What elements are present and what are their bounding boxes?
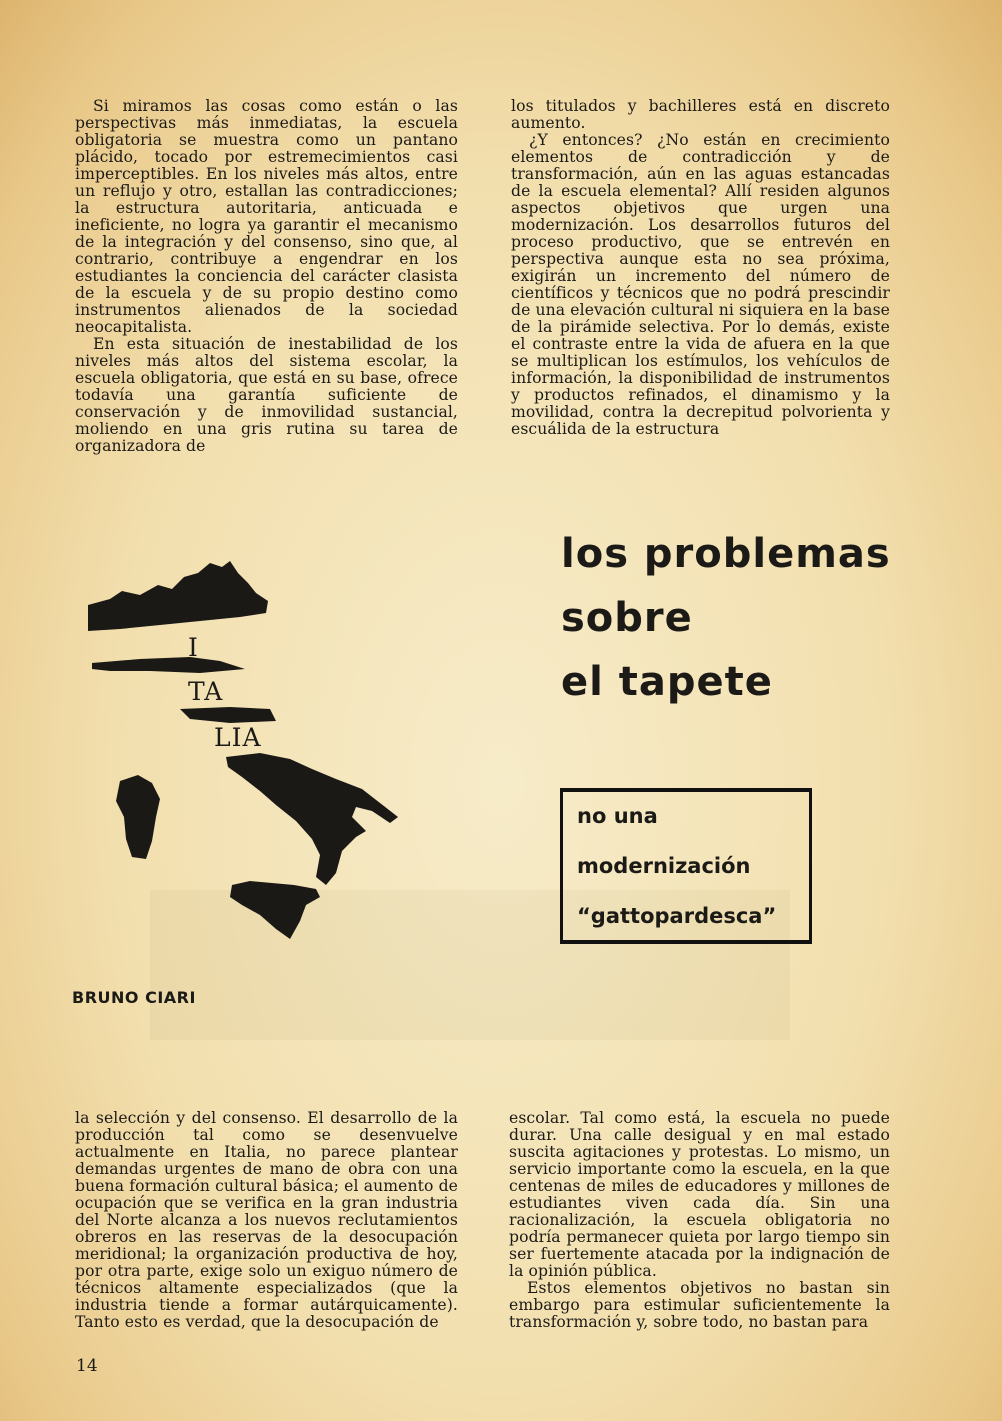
heading-line: el tapete	[561, 659, 773, 705]
map-word-lia: LIA	[214, 723, 262, 752]
paragraph: los titulados y bachilleres está en discreto aumento.	[511, 97, 890, 132]
heading-line: sobre	[561, 595, 693, 641]
author-name: BRUNO CIARI	[72, 988, 196, 1007]
column-top-left	[75, 98, 458, 455]
subtitle-line: no una	[577, 804, 658, 828]
column-bottom-right	[509, 1110, 890, 1331]
column-bottom-left	[75, 1110, 458, 1331]
article-heading	[561, 522, 891, 714]
subtitle-box	[560, 788, 812, 944]
page-number: 14	[76, 1356, 98, 1376]
paragraph: la selección y del consenso. El desarrollo de la producción tal como se desenvuelve actualmente en Italia, no parece plantear demandas urgentes de mano de obra con una buena formación cultural básica; el aumento de ocupación que se verifica en la gran industria del Norte alcanza a los nuevos reclutamientos obreros en las reservas de la desocupación meridional; la organización productiva de hoy, por otra parte, exige solo un exiguo número de técnicos altamente especializados (que la industria tiende a formar autárquicamente). Tanto esto es verdad, que la desocupación de	[75, 1109, 458, 1331]
paragraph: Estos elementos objetivos no bastan sin embargo para estimular suficientemente la transformación y, sobre todo, no bastan para	[509, 1279, 890, 1331]
column-top-right	[511, 98, 890, 438]
map-word-i: I	[188, 633, 199, 662]
map-word-ta: TA	[188, 677, 224, 706]
paragraph: ¿Y entonces? ¿No están en crecimiento elementos de contradicción y de transformación, aún en las aguas estancadas de la escuela elemental? Allí residen algunos aspectos objetivos que urgen una modernización. Los desarrollos futuros del proceso productivo, que se entrevén en perspectiva aunque esta no sea próxima, exigirán un incremento del número de científicos y técnicos que no podrá prescindir de una elevación cultural ni siquiera en la base de la pirámide selectiva. Por lo demás, existe el contraste entre la vida de afuera en la que se multiplican los estímulos, los vehículos de información, la disponibilidad de instrumentos y productos refinados, el dinamismo y la movilidad, contra la decrepitud polvorienta y escuálida de la estructura	[511, 131, 890, 438]
subtitle-line: “gattopardesca”	[577, 904, 777, 928]
subtitle-line: modernización	[577, 854, 751, 878]
paragraph: escolar. Tal como está, la escuela no puede durar. Una calle desigual y en mal estado suscita agitaciones y protestas. Lo mismo, un servicio importante como la escuela, en la que centenas de miles de educadores y millones de estudiantes viven cada día. Sin una racionalización, la escuela obligatoria no podría permanecer quieta por largo tiempo sin ser fuertemente atacada por la indignación de la opinión pública.	[509, 1109, 890, 1280]
paragraph: Si miramos las cosas como están o las perspectivas más inmediatas, la escuela obligatoria se muestra como un pantano plácido, tocado por estremecimientos casi imperceptibles. En los niveles más altos, entre un reflujo y otro, estallan las contradicciones; la estructura autoritaria, anticuada e ineficiente, no logra ya garantir el mecanismo de la integración y del consenso, sino que, al contrario, contribuye a engendrar en los estudiantes la conciencia del carácter clasista de la escuela y de su propio destino como instrumentos alienados de la sociedad neocapitalista.	[75, 97, 458, 336]
paragraph: En esta situación de inestabilidad de los niveles más altos del sistema escolar, la escuela obligatoria, que está en su base, ofrece todavía una garantía suficiente de conservación y de inmovilidad sustancial, moliendo en una gris rutina su tarea de organizadora de	[75, 335, 458, 455]
italy-map-graphic	[80, 555, 420, 945]
heading-line: los problemas	[561, 531, 891, 577]
